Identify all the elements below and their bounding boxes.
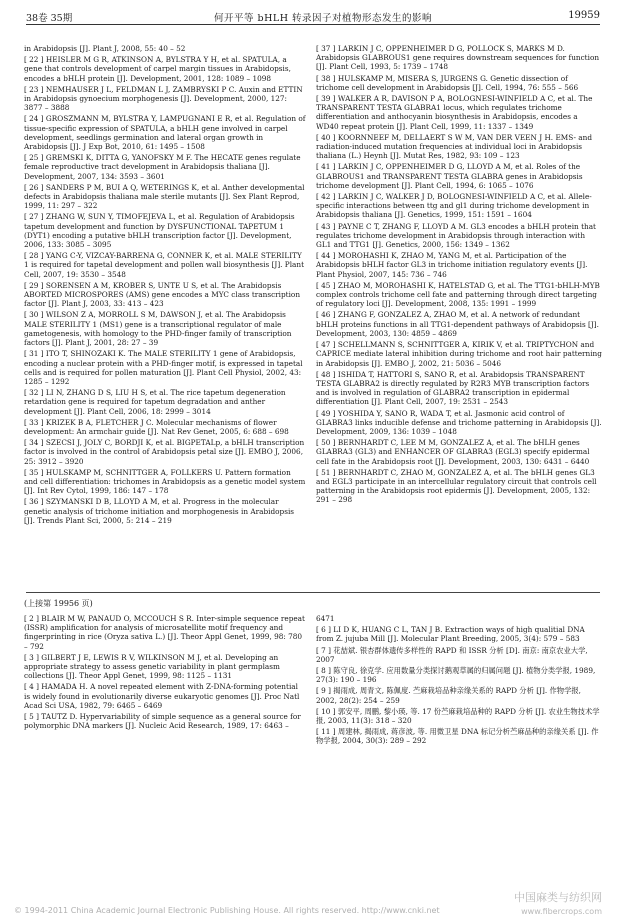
reference-entry: [24, 183, 306, 211]
reference-text: [ 39 ] WALKER A R, DAVISON P A, BOLOGNESI-WINFIELD A C, et al. The TRANSPARENT TESTA GLABRA1 locus, which regulates trichome differentiation and anthocyanin biosynthesis in Arabidopsis, encodes a WD40 repeat protein [J]. Plant Cell, 1999, 11: 1337 – 1349: [316, 94, 593, 131]
reference-text: [ 38 ] HULSKAMP M, MISERA S, JURGENS G. Genetic dissection of trichome cell development in Arabidopsis [J]. Cell, 1994, 76: 555 – 566: [316, 73, 579, 92]
page-number: 19959: [568, 10, 600, 21]
reference-entry: [316, 133, 602, 161]
reference-text: [ 23 ] NEMHAUSER J L, FELDMAN L J, ZAMBRYSKI P C. Auxin and ETTIN in Arabidopsis gynoecium morphogenesis [J]. Development, 2000, 127: 3877 – 3888: [24, 84, 303, 113]
reference-text: [ 34 ] SZECSI J, JOLY C, BORDJI K, et al. BIGPETALp, a bHLH transcription factor is involved in the control of Arabidopsis petal size [J]. EMBO J, 2006, 25: 3912 – 3920: [24, 438, 305, 466]
reference-entry: [316, 686, 602, 704]
reference-entry: [316, 222, 602, 250]
reference-text: [ 11 ] 周建林, 揭雨成, 蒋彦波, 等. 用微卫星 DNA 标记分析苎麻品种的亲缘关系 [J]. 作物学报, 2004, 30(3): 289 – 292: [316, 727, 599, 746]
reference-entry: [316, 646, 602, 664]
reference-entry: [316, 310, 602, 338]
reference-text: [ 5 ] TAUTZ D. Hypervariability of simple sequence as a general source for polymorphic DNA markers [J]. Nucleic Acid Research, 1989, 17: 6463 –: [24, 712, 301, 731]
reference-entry: [24, 614, 306, 651]
reference-text: [ 45 ] ZHAO M, MOROHASHI K, HATELSTAD G, et al. The TTG1-bHLH-MYB complex controls trichome cell fate and patterning through direct targeting of regulatory loci [J]. Development, 2008, 135: 1991 – 1999: [316, 280, 600, 309]
reference-entry: [316, 74, 602, 92]
reference-entry: [24, 85, 306, 113]
reference-entry: [316, 438, 602, 466]
journal-volume: 38卷 35期: [26, 13, 73, 24]
section-divider: [26, 592, 600, 593]
reference-entry: [24, 55, 306, 83]
reference-text: [ 48 ] ISHIDA T, HATTORI S, SANO R, et al. Arabidopsis TRANSPARENT TESTA GLABRA2 is directly regulated by R2R3 MYB transcription factors and is involved in regulation of GLABRA2 transcription in epidermal differentiation [J]. Plant Cell, 2007, 19: 2531 – 2543: [316, 369, 590, 407]
reference-text: [ 41 ] LARKIN J C, OPPENHEIMER D G, LLOYD A M, et al. Roles of the GLABROUS1 and TRANSPARENT TESTA GLABRA genes in Arabidopsis trichome development [J]. Plant Cell, 1994, 6: 1065 – 1076: [316, 162, 583, 190]
references-left-column: [24, 44, 306, 527]
reference-text: [ 33 ] KRIZEK B A, FLETCHER J C. Molecular mechanisms of flower development: An armchair guide [J]. Nat Rev Genet, 2005, 6: 688 – 698: [24, 417, 289, 436]
reference-text: in Arabidopsis [J]. Plant J, 2008, 55: 40 – 52: [24, 44, 186, 53]
reference-text: [ 36 ] SZYMANSKI D B, LLOYD A M, et al. Progress in the molecular genetic analysis of trichome initiation and morphogenesis in Arabidopsis [J]. Trends Plant Sci, 2000, 5: 214 – 219: [24, 497, 295, 525]
reference-entry: [316, 44, 602, 72]
reference-text: [ 3 ] GILBERT J E, LEWIS R V, WILKINSON M J, et al. Developing an appropriate strategy to assess genetic variability in plant germplasm collections [J]. Theor Appl Genet, 1999, 98: 1125 – 1131: [24, 652, 280, 681]
reference-text: [ 42 ] LARKIN J C, WALKER J D, BOLOGNESI-WINFIELD A C, et al. Allele-specific interactions between ttg and gl1 during trichome development in Arabidopsis thaliana [J]. Genetics, 1999, 151: 1591 – 1604: [316, 192, 592, 220]
reference-text: [ 8 ] 陈守良, 徐克学. 应用数量分类探讨鹅观草属的归属问题 [J]. 植物分类学报, 1989, 27(3): 190 – 196: [316, 666, 596, 685]
reference-text: [ 4 ] HAMADA H. A novel repeated element with Z-DNA-forming potential is widely found in evolutionarily diverse eukaryotic genomes [J]. Proc Natl Acad Sci USA, 1982, 79: 6465 – 6469: [24, 682, 300, 710]
reference-entry: [24, 251, 306, 279]
continued-references-right-column: [316, 614, 602, 748]
reference-entry: [316, 370, 602, 407]
reference-text: [ 46 ] ZHANG F, GONZALEZ A, ZHAO M, et al. A network of redundant bHLH proteins functions in all TTG1-dependent pathways of Arabidopsis [J]. Development, 2003, 130: 4859 – 4869: [316, 310, 599, 338]
reference-entry: [24, 212, 306, 249]
reference-entry: [24, 310, 306, 347]
reference-entry: [316, 251, 602, 279]
reference-text: [ 50 ] BERNHARDT C, LEE M M, GONZALEZ A, et al. The bHLH genes GLABRA3 (GL3) and ENHANCER OF GLABRA3 (EGL3) specify epidermal cell fate in the Arabidopsis root [J]. Development, 2003, 130: 6431 – 6440: [316, 438, 590, 466]
reference-text: [ 32 ] LI N, ZHANG D S, LIU H S, et al. The rice tapetum degeneration retardation gene is required for tapetum degradation and anther development [J]. Plant Cell, 2006, 18: 2999 – 3014: [24, 388, 286, 416]
continued-references-left-column: [24, 614, 306, 732]
reference-entry: [24, 712, 306, 730]
reference-entry: [316, 707, 602, 725]
reference-text: [ 24 ] GROSZMANN M, BYLSTRA Y, LAMPUGNANI E R, et al. Regulation of tissue-specific expression of SPATULA, a bHLH gene involved in carpel development, seedlings germination and lateral organ growth in Arabidopsis [J]. J Exp Bot, 2010, 61: 1495 – 1508: [24, 114, 306, 152]
reference-text: [ 27 ] ZHANG W, SUN Y, TIMOFEJEVA L, et al. Regulation of Arabidopsis tapetum development and function by DYSFUNCTIONAL TAPETUM 1 (DYT1) encoding a putative bHLH transcription factor [J]. Development, 2006, 133: 3085 – 3095: [24, 212, 295, 250]
reference-text: [ 30 ] WILSON Z A, MORROLL S M, DAWSON J, et al. The Arabidopsis MALE STERILITY 1 (MS1) gene is a transcriptional regulator of male gametogenesis, with homology to the PHD-finger family of transcription factors [J]. Plant J, 2001, 28: 27 – 39: [24, 310, 292, 348]
reference-text: [ 51 ] BERNHARDT C, ZHAO M, GONZALEZ A, et al. The bHLH genes GL3 and EGL3 participate in an intercellular regulatory circuit that controls cell patterning in the Arabidopsis root epidermis [J]. Development, 2005, 132: 291 – 298: [316, 467, 597, 505]
reference-entry: [24, 497, 306, 525]
reference-text: 6471: [316, 614, 335, 623]
reference-text: [ 44 ] MOROHASHI K, ZHAO M, YANG M, et al. Participation of the Arabidopsis bHLH factor GL3 in trichome initiation regulatory events [J]. Plant Physiol, 2007, 145: 736 – 746: [316, 251, 588, 279]
reference-text: [ 37 ] LARKIN J C, OPPENHEIMER D G, POLLOCK S, MARKS M D. Arabidopsis GLABROUS1 gene requires downstream sequences for function [J]. Plant Cell, 1993, 5: 1739 – 1748: [316, 44, 600, 72]
running-title: 何开平等 bHLH 转录因子对植物形态发生的影响: [214, 13, 432, 24]
reference-text: [ 2 ] BLAIR M W, PANAUD O, MCCOUCH S R. Inter-simple sequence repeat (ISSR) amplification for analysis of microsatellite motif frequency and fingerprinting in rice (Oryza sativa L.) [J]. Theor Appl Genet, 1999, 98: 780 – 792: [24, 614, 305, 651]
reference-text: [ 28 ] YANG C-Y, VIZCAY-BARRENA G, CONNER K, et al. MALE STERILITY 1 is required for tapetal development and pollen wall biosynthesis [J]. Plant Cell, 2007, 19: 3530 – 3548: [24, 251, 305, 279]
reference-entry: [24, 349, 306, 386]
continued-from-label: (上接第 19956 页): [24, 599, 93, 608]
copyright-footer: © 1994-2011 China Academic Journal Electronic Publishing House. All rights reserved. http://www.cnki.net: [14, 906, 440, 915]
reference-entry: [316, 727, 602, 745]
reference-text: [ 9 ] 揭雨成, 周青文, 陈佩度. 苎麻栽培品种亲缘关系的 RAPD 分析 [J]. 作物学报, 2002, 28(2): 254 – 259: [316, 686, 581, 705]
reference-entry: [24, 153, 306, 181]
reference-entry: [24, 438, 306, 466]
reference-text: [ 25 ] GREMSKI K, DITTA G, YANOFSKY M F. The HECATE genes regulate female reproductive tract development in Arabidopsis thaliana [J]. Development, 2007, 134: 3593 – 3601: [24, 153, 301, 181]
reference-entry: [316, 409, 602, 437]
reference-text: [ 47 ] SCHELLMANN S, SCHNITTGER A, KIRIK V, et al. TRIPTYCHON and CAPRICE mediate lateral inhibition during trichome and root hair patterning in Arabidopsis [J]. EMBO J, 2002, 21: 5036 – 5046: [316, 340, 602, 368]
reference-entry: [316, 468, 602, 505]
reference-text: [ 49 ] YOSHIDA Y, SANO R, WADA T, et al. Jasmonic acid control of GLABRA3 links inducible defense and trichome patterning in Arabidopsis [J]. Development, 2009, 136: 1039 – 1048: [316, 408, 602, 436]
reference-entry: [24, 281, 306, 309]
reference-text: [ 6 ] LI D K, HUANG C L, TAN J B. Extraction ways of high qualitial DNA from Z. jujuba Mill [J]. Molecular Plant Breeding, 2005, 3(4): 579 – 583: [316, 625, 585, 644]
reference-text: [ 43 ] PAYNE C T, ZHANG F, LLOYD A M. GL3 encodes a bHLH protein that regulates trichome development in Arabidopsis through interaction with GL1 and TTG1 [J]. Genetics, 2000, 156: 1349 – 1362: [316, 221, 596, 250]
reference-entry: [316, 614, 602, 623]
running-header: [26, 8, 600, 25]
reference-text: [ 31 ] ITO T, SHINOZAKI K. The MALE STERILITY 1 gene of Arabidopsis, encoding a nuclear protein with a PHD-finger motif, is expressed in tapetal cells and is required for pollen maturation [J]. Plant Cell Physiol, 2002, 43: 1285 – 1292: [24, 349, 303, 386]
reference-entry: [316, 666, 602, 684]
reference-entry: [316, 625, 602, 643]
watermark-site-name: 中国麻类与纺织网: [514, 891, 602, 904]
reference-entry: [316, 162, 602, 190]
reference-entry: [24, 114, 306, 151]
reference-entry: [24, 653, 306, 681]
reference-entry: [24, 682, 306, 710]
reference-entry: [316, 192, 602, 220]
reference-text: [ 35 ] HULSKAMP M, SCHNITTGER A, FOLLKERS U. Pattern formation and cell differentiation: trichomes in Arabidopsis as a genetic model system [J]. Int Rev Cytol, 1999, 186: 147 – 178: [24, 467, 306, 496]
reference-text: [ 22 ] HEISLER M G R, ATKINSON A, BYLSTRA Y H, et al. SPATULA, a gene that controls development of carpel margin tissues in Arabidopsis, encodes a bHLH protein [J]. Development, 2001, 128: 1089 – 1098: [24, 55, 291, 83]
reference-entry: [316, 94, 602, 131]
references-right-column: [316, 44, 602, 507]
reference-text: [ 29 ] SORENSEN A M, KROBER S, UNTE U S, et al. The Arabidopsis ABORTED MICROSPORES (AMS) gene encodes a MYC class transcription factor [J]. Plant J, 2003, 33: 413 – 423: [24, 280, 301, 309]
reference-entry: [24, 388, 306, 416]
reference-entry: [316, 340, 602, 368]
reference-text: [ 10 ] 郭安平, 周鹏, 黎小瑛, 等. 17 份苎麻栽培品种的 RAPD 分析 [J]. 农业生物技术学报, 2003, 11(3): 318 – 320: [316, 706, 600, 726]
reference-entry: [316, 281, 602, 309]
reference-text: [ 40 ] KOORNNEEF M, DELLAERT S W M, VAN DER VEEN J H. EMS- and radiation-induced mutation frequencies at individual loci in Arabidopsis thaliana (L.) Heynh [J]. Mutat Res, 1982, 93: 109 – 123: [316, 132, 593, 161]
reference-entry: [24, 44, 306, 53]
reference-text: [ 7 ] 花喆斌. 银杏群体遗传多样性的 RAPD 和 ISSR 分析 [D]. 南京: 南京农业大学, 2007: [316, 645, 588, 664]
reference-entry: [24, 468, 306, 496]
reference-entry: [24, 418, 306, 436]
watermark-url: www.fibercrops.com: [521, 907, 602, 916]
reference-text: [ 26 ] SANDERS P M, BUI A Q, WETERINGS K, et al. Anther developmental defects in Arabidopsis thaliana male sterile mutants [J]. Sex Plant Reprod, 1999, 11: 297 – 322: [24, 182, 305, 211]
